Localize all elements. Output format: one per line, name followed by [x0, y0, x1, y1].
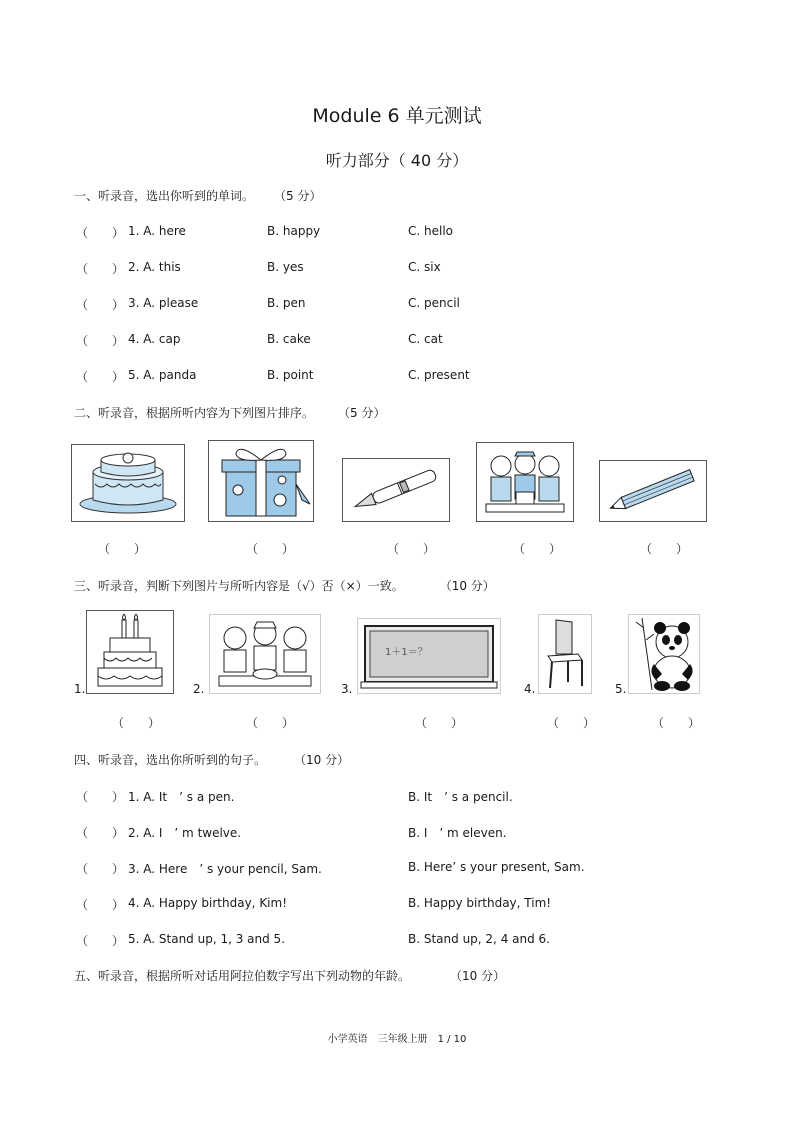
s1-item-5-c: C. present: [408, 368, 470, 382]
s2-bracket-2[interactable]: （ ）: [246, 542, 295, 556]
section-2-heading: [74, 404, 385, 421]
s1-item-2-c: C. six: [408, 260, 441, 274]
s3-bracket-1[interactable]: （ ）: [112, 716, 161, 730]
section-4-heading: [74, 751, 349, 768]
s4-bracket-2[interactable]: （ ）: [76, 826, 125, 840]
s1-item-3-c: C. pencil: [408, 296, 460, 310]
s1-item-2-b: B. yes: [267, 260, 304, 274]
s3-label-3: 3.: [341, 682, 353, 696]
s3-label-2: 2.: [193, 682, 205, 696]
gift-picture: [208, 440, 314, 522]
s1-bracket-2[interactable]: （ ）: [76, 262, 125, 276]
blackboard-text: 1＋1＝？: [385, 647, 428, 658]
section-2-heading-text: 二、听录音，根据所听内容为下列图片排序。: [74, 406, 315, 420]
s4-bracket-1[interactable]: （ ）: [76, 790, 125, 804]
panda-picture: [628, 614, 700, 694]
s2-bracket-3[interactable]: （ ）: [387, 542, 436, 556]
s1-bracket-5[interactable]: （ ）: [76, 370, 125, 384]
s1-bracket-1[interactable]: （ ）: [76, 226, 125, 240]
page-subtitle: 听力部分（ 40 分）: [325, 151, 469, 170]
section-5-score: （10 分）: [450, 969, 506, 983]
s3-label-1: 1.: [74, 682, 86, 696]
blackboard-picture: [357, 618, 501, 694]
s4-item-5-b: B. Stand up, 2, 4 and 6.: [408, 932, 550, 946]
s4-item-1-a: 1. A. It ’ s a pen.: [128, 790, 235, 804]
s1-item-5-a: 5. A. panda: [128, 368, 197, 382]
s1-bracket-3[interactable]: （ ）: [76, 298, 125, 312]
s1-item-1-b: B. happy: [267, 224, 321, 238]
section-4-score: （10 分）: [294, 753, 350, 767]
page-footer: 小学英语 三年级上册 1 / 10: [327, 1034, 467, 1045]
s1-item-3-b: B. pen: [267, 296, 306, 310]
section-5-heading: [74, 967, 505, 984]
s1-item-5-b: B. point: [267, 368, 314, 382]
s3-label-4: 4.: [524, 682, 536, 696]
s2-bracket-5[interactable]: （ ）: [640, 542, 689, 556]
section-1-heading: [74, 187, 321, 204]
s1-item-4-c: C. cat: [408, 332, 443, 346]
section-3-heading: [74, 577, 495, 594]
section-1-heading-text: 一、听录音，选出你听到的单词。: [74, 189, 255, 203]
s4-item-3-b: B. Here’ s your present, Sam.: [408, 860, 585, 874]
pencil-picture: [599, 460, 707, 522]
s4-item-2-b: B. I ’ m eleven.: [408, 826, 507, 840]
s2-bracket-1[interactable]: （ ）: [98, 542, 147, 556]
section-1-score: （5 分）: [274, 189, 322, 203]
party-picture: [476, 442, 574, 522]
section-3-score: （10 分）: [439, 579, 495, 593]
s3-bracket-3[interactable]: （ ）: [415, 716, 464, 730]
s4-bracket-4[interactable]: （ ）: [76, 898, 125, 912]
section-2-score: （5 分）: [338, 406, 386, 420]
s4-item-4-a: 4. A. Happy birthday, Kim!: [128, 896, 288, 910]
cake-picture: [71, 444, 185, 522]
s4-bracket-3[interactable]: （ ）: [76, 862, 125, 876]
s4-item-4-b: B. Happy birthday, Tim!: [408, 896, 552, 910]
s1-item-2-a: 2. A. this: [128, 260, 181, 274]
chair-picture: [538, 614, 592, 694]
section-4-heading-text: 四、听录音，选出你所听到的句子。: [74, 753, 267, 767]
s3-label-5: 5.: [615, 682, 627, 696]
s1-item-4-b: B. cake: [267, 332, 311, 346]
s4-item-3-a: 3. A. Here ’ s your pencil, Sam.: [128, 862, 322, 876]
fountain-pen-picture: [342, 458, 450, 522]
s4-item-2-a: 2. A. I ’ m twelve.: [128, 826, 242, 840]
s2-bracket-4[interactable]: （ ）: [513, 542, 562, 556]
kids-birthday-picture: [209, 614, 321, 694]
s3-bracket-5[interactable]: （ ）: [652, 716, 701, 730]
s1-item-4-a: 4. A. cap: [128, 332, 181, 346]
s1-item-1-c: C. hello: [408, 224, 454, 238]
s3-bracket-4[interactable]: （ ）: [547, 716, 596, 730]
s4-item-1-b: B. It ’ s a pencil.: [408, 790, 513, 804]
s4-item-5-a: 5. A. Stand up, 1, 3 and 5.: [128, 932, 286, 946]
s1-bracket-4[interactable]: （ ）: [76, 334, 125, 348]
s1-item-1-a: 1. A. here: [128, 224, 186, 238]
s1-item-3-a: 3. A. please: [128, 296, 199, 310]
section-3-heading-text: 三、听录音，判断下列图片与所听内容是（√）否（×）一致。: [74, 579, 404, 593]
page-title: Module 6 单元测试: [312, 105, 482, 127]
section-5-heading-text: 五、听录音，根据所听对话用阿拉伯数字写出下列动物的年龄。: [74, 969, 411, 983]
birthday-cake-candles-picture: [86, 610, 174, 694]
s3-bracket-2[interactable]: （ ）: [246, 716, 295, 730]
s4-bracket-5[interactable]: （ ）: [76, 934, 125, 948]
